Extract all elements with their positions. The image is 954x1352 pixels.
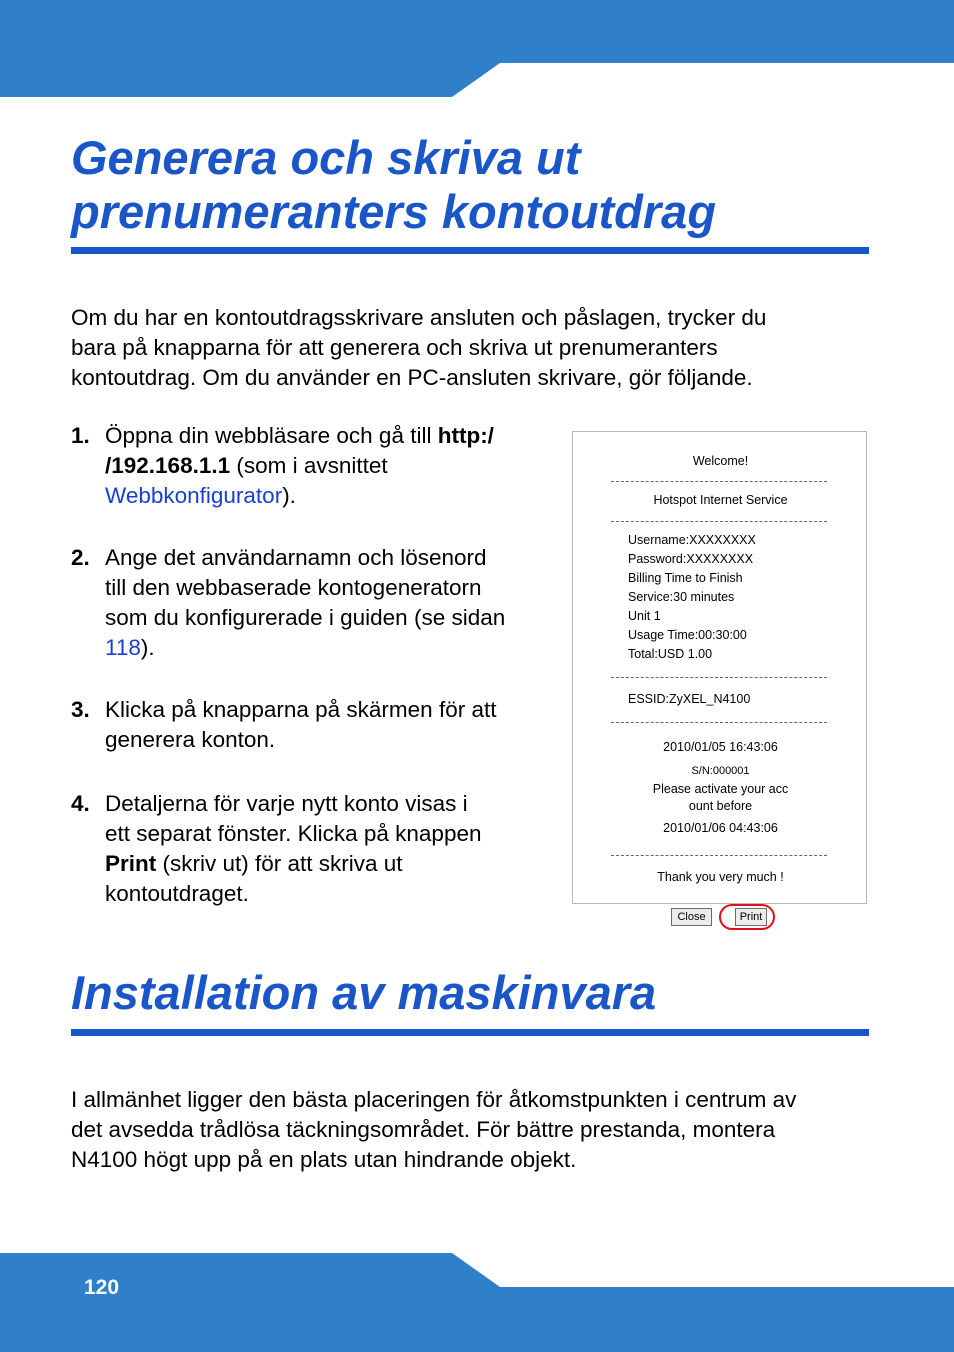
receipt-service-time: Service:30 minutes — [628, 590, 735, 604]
step-text: Detaljerna för varje nytt konto visas i — [105, 791, 468, 816]
title-rule-2 — [71, 1029, 869, 1036]
step-text: generera konton. — [105, 727, 276, 752]
step-text: Öppna din webbläsare och gå till — [105, 423, 438, 448]
section-title-1 — [71, 131, 716, 239]
receipt-password: Password:XXXXXXXX — [628, 552, 754, 566]
receipt-serial: S/N:000001 — [691, 765, 750, 777]
install-line-1: I allmänhet ligger den bästa placeringen för åtkomstpunkten i centrum av — [71, 1087, 797, 1112]
receipt-unit: Unit 1 — [628, 609, 661, 623]
receipt-divider — [611, 722, 827, 723]
title-rule-1 — [71, 247, 869, 254]
page-number: 120 — [84, 1276, 120, 1299]
intro-line-2: bara på knapparna för att generera och skriva ut prenumeranters — [71, 335, 718, 360]
receipt-divider — [611, 677, 827, 678]
intro-line-1: Om du har en kontoutdragsskrivare ansluten och påslagen, trycker du — [71, 305, 767, 330]
close-button[interactable]: Close — [671, 908, 712, 926]
step-1 — [71, 421, 561, 511]
receipt-billing: Billing Time to Finish — [628, 571, 743, 585]
receipt-usage: Usage Time:00:30:00 — [628, 628, 747, 642]
step-text: som du konfigurerade i guiden (se sidan — [105, 605, 506, 630]
step-text: Klicka på knapparna på skärmen för att — [105, 697, 497, 722]
step-text: Ange det användarnamn och lösenord — [105, 545, 487, 570]
receipt-username: Username:XXXXXXXX — [628, 533, 756, 547]
step-4 — [71, 789, 561, 909]
step-text: (skriv ut) för att skriva ut — [156, 851, 403, 876]
step-number: 4. — [71, 791, 90, 816]
receipt-total: Total:USD 1.00 — [628, 647, 713, 661]
step-2 — [71, 543, 561, 663]
receipt-divider — [611, 855, 827, 856]
print-highlight-ring — [719, 904, 775, 930]
receipt-divider — [611, 481, 827, 482]
step-text: ett separat fönster. Klicka på knappen — [105, 821, 482, 846]
account-receipt-window — [572, 431, 867, 904]
print-button[interactable]: Print — [735, 908, 767, 926]
step-text: kontoutdraget. — [105, 881, 249, 906]
section-title-2: Installation av maskinvara — [71, 966, 657, 1019]
url-part: http:/ — [437, 423, 494, 448]
webconfigurator-link[interactable]: Webbkonfigurator — [105, 483, 283, 508]
install-line-2: det avsedda trådlösa täckningsområdet. För bättre prestanda, montera — [71, 1117, 776, 1142]
receipt-activate-2: ount before — [688, 799, 753, 813]
receipt-welcome: Welcome! — [692, 454, 749, 468]
step-number: 3. — [71, 697, 90, 722]
receipt-activate-1: Please activate your acc — [652, 782, 789, 796]
step-text: till den webbaserade kontogeneratorn — [105, 575, 482, 600]
receipt-date-issued: 2010/01/05 16:43:06 — [663, 740, 778, 754]
step-text: (som i avsnittet — [230, 453, 388, 478]
step-number: 2. — [71, 545, 90, 570]
step-text: ). — [140, 635, 155, 660]
install-paragraph — [71, 1085, 796, 1175]
intro-line-3: kontoutdrag. Om du använder en PC-ansluten skrivare, gör följande. — [71, 365, 753, 390]
url-part: /192.168.1.1 — [105, 453, 231, 478]
install-line-3: N4100 högt upp på en plats utan hindrande objekt. — [71, 1147, 577, 1172]
intro-paragraph — [71, 303, 766, 393]
bottom-footer-band — [0, 1253, 954, 1352]
step-text: ). — [282, 483, 296, 508]
receipt-service: Hotspot Internet Service — [653, 493, 788, 507]
print-term: Print — [105, 851, 157, 876]
title-line-1: Generera och skriva ut — [71, 131, 581, 184]
step-number: 1. — [71, 423, 90, 448]
page-118-link[interactable]: 118 — [105, 635, 141, 660]
top-header-band — [0, 0, 954, 97]
step-3 — [71, 695, 561, 755]
receipt-divider — [611, 521, 827, 522]
receipt-essid: ESSID:ZyXEL_N4100 — [628, 692, 751, 706]
title-line-2: prenumeranters kontoutdrag — [71, 185, 717, 238]
receipt-date-expire: 2010/01/06 04:43:06 — [663, 821, 778, 835]
receipt-thanks: Thank you very much ! — [657, 870, 784, 884]
